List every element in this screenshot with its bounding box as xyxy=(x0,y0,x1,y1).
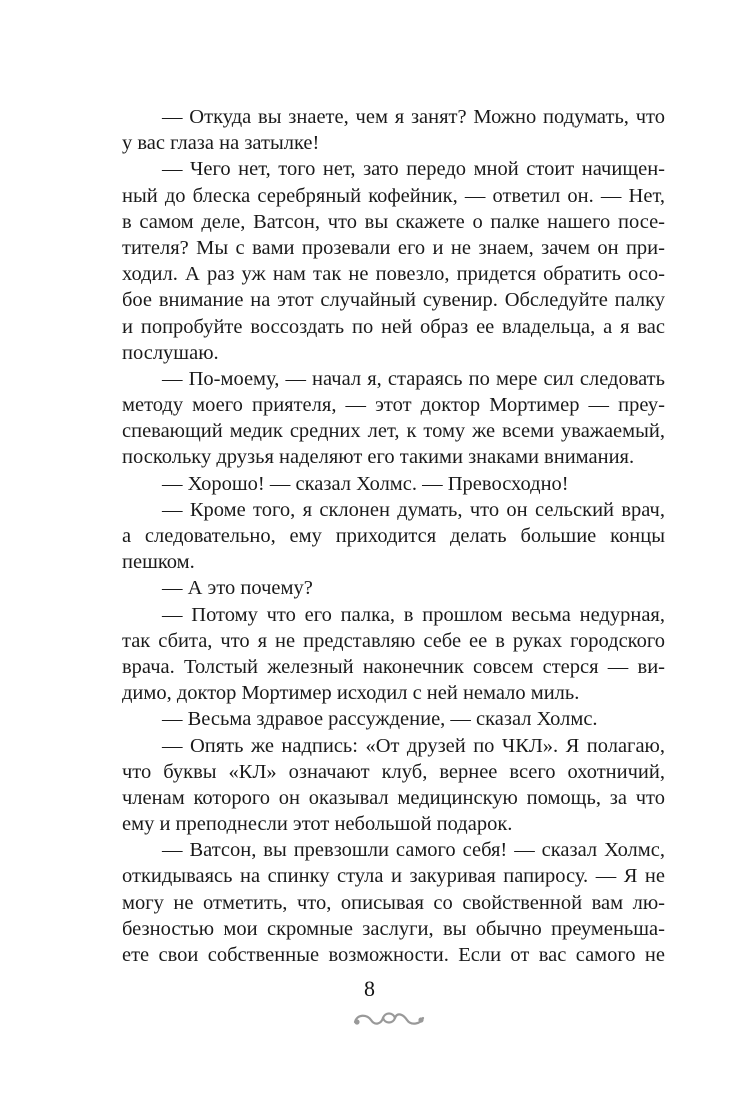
text-line: — Кроме того, я склонен думать, что он сельский врач, xyxy=(162,498,665,521)
text-line: бое внимание на этот случайный сувенир. Обследуйте палку xyxy=(122,289,665,312)
text-line: членам которого он оказывал медицинскую помощь, за что xyxy=(122,786,665,809)
text-line: врача. Толстый железный наконечник совсем стерся — ви- xyxy=(122,655,665,678)
text-line: методу моего приятеля, — этот доктор Мортимер — преу- xyxy=(122,394,665,417)
text-line: ходил. А раз уж нам так не повезло, придется обратить осо- xyxy=(122,263,665,286)
page-number: 8 xyxy=(364,976,375,1001)
text-line: так сбита, что я не представляю себе ее в руках городского xyxy=(122,629,665,652)
text-line: а следовательно, ему приходится делать большие концы xyxy=(122,525,665,547)
text-line: и попробуйте воссоздать по ней образ ее владельца, а я вас xyxy=(122,315,665,338)
text-line: могу не отметить, что, описывая со свойственной вам лю- xyxy=(122,891,665,914)
text-line: в самом деле, Ватсон, что вы скажете о палке нашего посе- xyxy=(122,210,665,233)
text-line: ный до блеска серебряный кофейник, — ответил он. — Нет, xyxy=(122,184,665,207)
text-line: — Потому что его палка, в прошлом весьма недурная, xyxy=(162,603,665,626)
page-body-text xyxy=(122,104,665,968)
flourish-ornament-icon xyxy=(349,1008,429,1030)
text-line: откидываясь на спинку стула и закуривая папиросу. — Я не xyxy=(122,865,665,888)
text-line: у вас глаза на затылке! xyxy=(122,132,320,155)
text-line: поскольку друзья наделяют его такими знаками внимания. xyxy=(122,446,635,469)
text-line: тителя? Мы с вами прозевали его и не знаем, зачем он при- xyxy=(122,236,665,259)
text-line: безностью мои скромные заслуги, вы обычно преуменьша- xyxy=(122,917,665,940)
text-line: послушаю. xyxy=(122,341,219,364)
text-line: — Ватсон, вы превзошли самого себя! — сказал Холмс, xyxy=(162,839,665,862)
text-line: — Чего нет, того нет, зато передо мной стоит начищен- xyxy=(162,158,665,181)
text-line: что буквы «КЛ» означают клуб, вернее всего охотничий, xyxy=(122,760,665,783)
text-line: — По-моему, — начал я, стараясь по мере сил следовать xyxy=(162,367,665,390)
text-line: — Опять же надпись: «От друзей по ЧКЛ». Я полагаю, xyxy=(162,734,665,757)
text-line: — А это почему? xyxy=(162,577,313,600)
text-line: ему и преподнесли этот небольшой подарок. xyxy=(122,813,513,836)
text-line: спевающий медик средних лет, к тому же всеми уважаемый, xyxy=(122,420,665,443)
text-line: — Хорошо! — сказал Холмс. — Превосходно! xyxy=(162,472,569,495)
text-line: димо, доктор Мортимер исходил с ней немало миль. xyxy=(122,682,580,705)
text-line: — Весьма здравое рассуждение, — сказал Холмс. xyxy=(162,708,598,731)
text-line: — Откуда вы знаете, чем я занят? Можно подумать, что xyxy=(162,106,665,128)
text-line: пешком. xyxy=(122,551,195,574)
text-line: ете свои собственные возможности. Если от вас самого не xyxy=(122,944,665,966)
